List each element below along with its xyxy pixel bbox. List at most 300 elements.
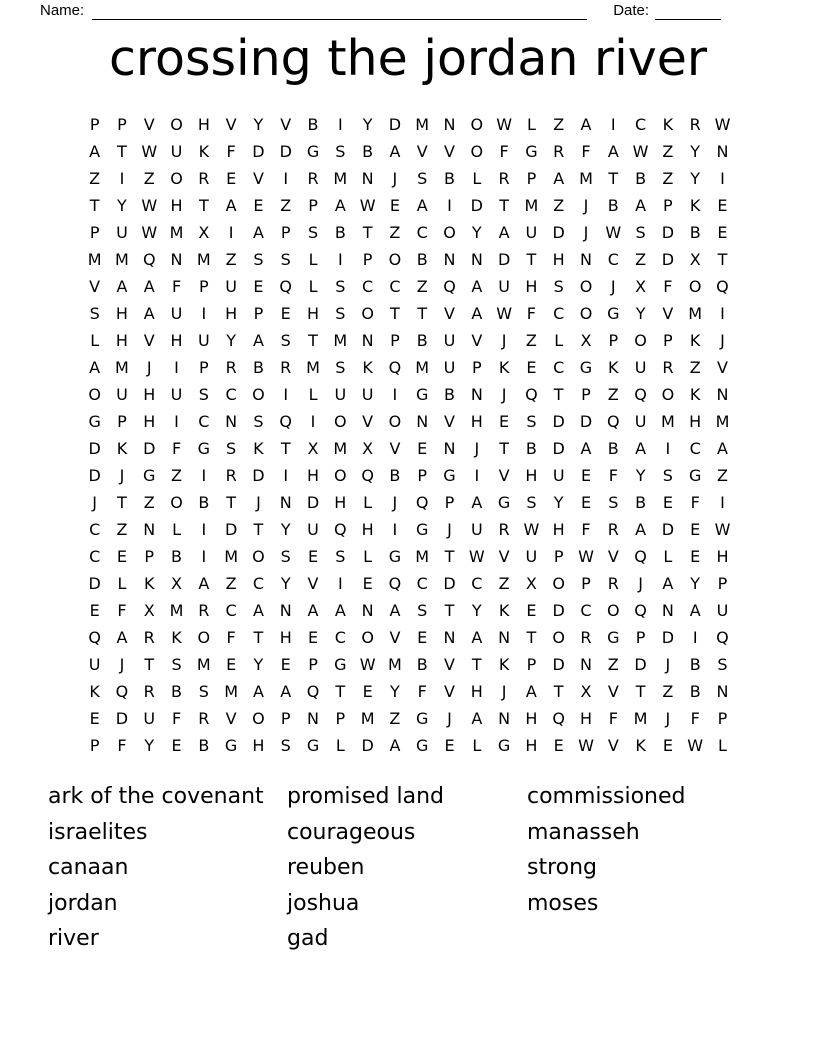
grid-cell: S <box>280 546 291 566</box>
grid-cell: Z <box>553 195 565 215</box>
grid-cell: T <box>308 330 318 350</box>
grid-cell: E <box>253 276 264 296</box>
grid-cell: J <box>720 330 725 350</box>
grid-cell: T <box>635 681 646 701</box>
grid-cell: A <box>498 222 510 242</box>
word-item: ark of the covenant <box>48 784 264 809</box>
grid-cell: V <box>444 681 455 701</box>
grid-cell: G <box>88 411 101 431</box>
grid-cell: T <box>444 600 455 620</box>
grid-cell: Z <box>280 195 292 215</box>
grid-cell: T <box>417 303 428 323</box>
grid-cell: R <box>607 573 619 593</box>
grid-cell: U <box>716 600 729 620</box>
grid-cell: Y <box>390 681 400 701</box>
grid-cell: Y <box>253 114 264 134</box>
grid-cell: E <box>89 600 100 620</box>
grid-cell: A <box>252 681 264 701</box>
grid-cell: M <box>306 357 320 377</box>
grid-cell: R <box>225 357 237 377</box>
grid-cell: A <box>416 195 428 215</box>
grid-cell: Y <box>690 168 701 188</box>
grid-cell: P <box>308 654 318 674</box>
grid-cell: W <box>141 195 158 215</box>
grid-cell: F <box>117 600 127 620</box>
grid-cell: I <box>720 492 725 512</box>
grid-cell: D <box>143 438 156 458</box>
grid-cell: Q <box>716 276 729 296</box>
grid-cell: K <box>143 573 155 593</box>
grid-cell: N <box>279 600 292 620</box>
grid-cell: N <box>361 330 374 350</box>
grid-cell: V <box>89 276 101 296</box>
grid-cell: D <box>88 438 101 458</box>
grid-cell: D <box>252 141 265 161</box>
grid-cell: C <box>553 303 565 323</box>
grid-cell: R <box>307 168 319 188</box>
grid-cell: P <box>663 195 673 215</box>
grid-cell: O <box>388 411 402 431</box>
grid-cell: K <box>362 357 373 377</box>
grid-cell: C <box>334 627 346 647</box>
grid-cell: W <box>468 546 485 566</box>
grid-cell: M <box>169 600 184 620</box>
grid-cell: E <box>690 519 701 539</box>
grid-cell: A <box>143 303 155 323</box>
grid-cell: Q <box>388 357 402 377</box>
grid-cell: K <box>171 627 182 647</box>
grid-cell: B <box>444 384 455 404</box>
grid-cell: I <box>392 519 398 539</box>
grid-cell: D <box>634 654 647 674</box>
grid-cell: M <box>196 249 211 269</box>
grid-cell: C <box>553 357 565 377</box>
grid-cell: O <box>252 546 265 566</box>
grid-cell: U <box>634 411 647 431</box>
grid-cell: D <box>388 114 402 134</box>
grid-cell: Z <box>171 465 183 485</box>
grid-cell: V <box>225 708 237 728</box>
grid-cell: G <box>416 384 429 404</box>
grid-cell: J <box>447 519 452 539</box>
grid-cell: V <box>416 141 428 161</box>
grid-cell: U <box>525 546 538 566</box>
grid-cell: M <box>224 681 239 701</box>
grid-cell: I <box>283 465 289 485</box>
grid-cell: G <box>497 492 511 512</box>
grid-cell: I <box>337 249 343 269</box>
grid-cell: M <box>633 708 648 728</box>
grid-cell: R <box>143 627 155 647</box>
word-item: reuben <box>287 855 365 881</box>
grid-cell: E <box>253 195 264 215</box>
grid-cell: P <box>717 573 728 593</box>
grid-cell: D <box>224 519 238 539</box>
grid-cell: H <box>579 708 592 728</box>
grid-cell: F <box>608 465 618 485</box>
grid-cell: N <box>716 681 729 701</box>
word-item: commissioned <box>527 784 686 809</box>
grid-cell: U <box>470 519 483 539</box>
grid-cell: E <box>226 168 237 188</box>
grid-cell: K <box>635 735 646 755</box>
grid-cell: Y <box>635 303 646 323</box>
grid-cell: V <box>143 330 155 350</box>
grid-cell: Y <box>144 735 155 755</box>
grid-cell: E <box>580 465 592 485</box>
grid-cell: H <box>525 735 538 755</box>
grid-cell: T <box>390 303 400 323</box>
grid-cell: J <box>256 492 261 512</box>
grid-cell: A <box>252 600 264 620</box>
grid-cell: V <box>252 168 264 188</box>
word-column-1 <box>48 779 264 957</box>
grid-cell: L <box>718 735 727 755</box>
grid-cell: U <box>116 222 128 242</box>
grid-cell: W <box>359 654 376 674</box>
grid-cell: B <box>525 438 537 458</box>
grid-cell: S <box>662 465 673 485</box>
grid-cell: D <box>306 492 320 512</box>
grid-cell: Y <box>635 465 646 485</box>
grid-cell: L <box>526 114 536 134</box>
grid-cell: O <box>170 492 183 512</box>
grid-cell: T <box>335 681 346 701</box>
grid-cell: K <box>116 438 128 458</box>
grid-cell: T <box>226 492 237 512</box>
grid-cell: H <box>361 519 374 539</box>
grid-cell: Z <box>689 357 701 377</box>
grid-cell: A <box>89 357 101 377</box>
grid-cell: L <box>308 249 318 269</box>
grid-cell: D <box>361 735 374 755</box>
grid-cell: T <box>526 627 537 647</box>
grid-cell: T <box>499 195 509 215</box>
grid-cell: O <box>334 465 347 485</box>
grid-cell: H <box>143 411 156 431</box>
grid-cell: I <box>283 168 289 188</box>
worksheet-header <box>40 2 740 20</box>
grid-cell: H <box>115 330 128 350</box>
grid-cell: M <box>715 411 730 431</box>
grid-cell: E <box>280 303 291 323</box>
grid-cell: X <box>143 600 155 620</box>
grid-cell: F <box>417 681 427 701</box>
grid-cell: B <box>635 168 647 188</box>
grid-cell: P <box>308 195 318 215</box>
grid-cell: P <box>117 114 127 134</box>
grid-cell: P <box>553 546 564 566</box>
grid-cell: B <box>252 357 264 377</box>
grid-cell: N <box>716 141 729 161</box>
word-item: courageous <box>287 819 416 845</box>
grid-cell: G <box>497 735 511 755</box>
grid-cell: F <box>581 141 591 161</box>
grid-cell: R <box>498 168 510 188</box>
grid-cell: Q <box>415 492 429 512</box>
grid-cell: J <box>501 384 507 404</box>
grid-cell: S <box>417 168 428 188</box>
grid-cell: M <box>579 168 593 188</box>
grid-cell: M <box>415 546 430 566</box>
grid-cell: I <box>392 384 398 404</box>
grid-cell: Y <box>226 330 237 350</box>
grid-cell: U <box>361 384 374 404</box>
grid-cell: S <box>280 249 291 269</box>
grid-cell: F <box>608 708 618 728</box>
grid-cell: A <box>689 600 701 620</box>
grid-cell: C <box>580 600 592 620</box>
grid-cell: G <box>443 465 456 485</box>
grid-cell: F <box>663 276 673 296</box>
grid-cell: N <box>470 384 483 404</box>
grid-cell: H <box>197 114 210 134</box>
grid-cell: C <box>416 222 428 242</box>
grid-cell: N <box>170 249 183 269</box>
grid-cell: H <box>252 735 265 755</box>
grid-cell: L <box>663 546 673 566</box>
grid-cell: N <box>443 627 456 647</box>
grid-cell: V <box>444 654 455 674</box>
grid-cell: S <box>280 735 291 755</box>
grid-cell: T <box>144 654 155 674</box>
grid-cell: F <box>690 708 700 728</box>
grid-cell: J <box>638 573 643 593</box>
grid-cell: I <box>174 411 179 431</box>
grid-cell: M <box>524 195 539 215</box>
grid-cell: P <box>280 708 291 728</box>
grid-cell: U <box>498 276 510 296</box>
grid-cell: P <box>89 114 100 134</box>
grid-cell: U <box>170 141 183 161</box>
grid-cell: V <box>225 114 237 134</box>
grid-cell: A <box>389 141 401 161</box>
grid-cell: G <box>688 465 702 485</box>
grid-cell: P <box>335 708 346 728</box>
grid-cell: A <box>252 330 264 350</box>
grid-cell: O <box>688 276 702 296</box>
grid-cell: P <box>199 276 209 296</box>
grid-cell: Z <box>389 222 401 242</box>
grid-cell: I <box>720 168 725 188</box>
grid-cell: A <box>607 141 619 161</box>
grid-cell: N <box>661 600 674 620</box>
grid-cell: M <box>415 357 430 377</box>
grid-cell: N <box>716 384 729 404</box>
grid-cell: U <box>334 384 347 404</box>
grid-cell: I <box>283 384 289 404</box>
grid-cell: J <box>146 357 152 377</box>
grid-cell: D <box>470 195 483 215</box>
grid-cell: K <box>498 357 510 377</box>
grid-cell: D <box>661 627 675 647</box>
grid-cell: D <box>661 519 675 539</box>
grid-cell: S <box>526 411 537 431</box>
grid-cell: H <box>170 330 183 350</box>
grid-cell: U <box>225 276 237 296</box>
grid-cell: E <box>526 600 537 620</box>
grid-cell: I <box>337 573 343 593</box>
grid-cell: D <box>88 465 101 485</box>
grid-cell: W <box>605 222 622 242</box>
grid-cell: F <box>226 627 236 647</box>
grid-cell: C <box>689 438 701 458</box>
grid-cell: X <box>362 438 374 458</box>
grid-cell: H <box>689 411 702 431</box>
grid-cell: B <box>171 546 183 566</box>
grid-cell: I <box>201 519 207 539</box>
grid-cell: Q <box>279 276 293 296</box>
grid-cell: B <box>444 168 455 188</box>
grid-cell: E <box>417 627 428 647</box>
grid-cell: F <box>499 141 509 161</box>
grid-cell: V <box>389 627 401 647</box>
grid-cell: Q <box>606 411 620 431</box>
grid-cell: W <box>496 303 513 323</box>
grid-cell: K <box>689 384 701 404</box>
grid-cell: X <box>307 438 319 458</box>
grid-cell: Q <box>279 411 293 431</box>
grid-cell: G <box>388 546 402 566</box>
grid-cell: J <box>501 330 507 350</box>
grid-cell: M <box>360 708 375 728</box>
grid-cell: D <box>661 249 675 269</box>
grid-cell: G <box>416 735 429 755</box>
grid-cell: D <box>279 141 292 161</box>
grid-cell: I <box>610 114 616 134</box>
grid-cell: N <box>143 519 156 539</box>
grid-cell: G <box>416 708 429 728</box>
grid-cell: E <box>717 195 728 215</box>
grid-cell: A <box>143 276 155 296</box>
grid-cell: R <box>553 141 565 161</box>
grid-cell: V <box>444 303 455 323</box>
grid-cell: P <box>581 573 591 593</box>
grid-cell: B <box>607 195 619 215</box>
grid-cell: M <box>415 114 430 134</box>
grid-cell: V <box>498 465 510 485</box>
grid-cell: U <box>552 465 565 485</box>
grid-cell: J <box>501 681 507 701</box>
grid-cell: M <box>224 546 239 566</box>
grid-cell: K <box>498 600 510 620</box>
grid-cell: T <box>471 654 482 674</box>
grid-cell: W <box>578 735 594 755</box>
word-column-2 <box>287 779 444 957</box>
grid-cell: P <box>526 654 537 674</box>
grid-cell: O <box>470 114 484 134</box>
grid-cell: N <box>470 249 483 269</box>
grid-cell: S <box>335 141 346 161</box>
grid-cell: Z <box>143 168 155 188</box>
grid-cell: R <box>198 708 210 728</box>
grid-cell: C <box>252 573 265 593</box>
letter-grid <box>81 111 736 759</box>
grid-cell: P <box>526 168 537 188</box>
grid-cell: I <box>119 168 125 188</box>
word-item: strong <box>527 855 598 881</box>
grid-cell: I <box>201 546 207 566</box>
grid-cell: A <box>334 195 346 215</box>
grid-cell: E <box>89 708 100 728</box>
grid-cell: V <box>498 546 510 566</box>
grid-cell: S <box>635 222 646 242</box>
grid-cell: O <box>606 600 620 620</box>
grid-cell: G <box>525 141 538 161</box>
grid-cell: W <box>141 141 158 161</box>
grid-cell: P <box>89 222 100 242</box>
grid-cell: L <box>472 168 482 188</box>
grid-cell: S <box>553 276 564 296</box>
grid-cell: N <box>307 708 319 728</box>
grid-cell: C <box>471 573 483 593</box>
grid-cell: Z <box>116 519 128 539</box>
grid-cell: H <box>525 465 538 485</box>
grid-cell: V <box>607 546 619 566</box>
grid-cell: C <box>416 573 428 593</box>
grid-cell: Q <box>361 465 374 485</box>
grid-cell: A <box>635 438 647 458</box>
grid-cell: V <box>607 681 619 701</box>
grid-cell: B <box>171 681 183 701</box>
grid-cell: I <box>310 411 316 431</box>
grid-cell: Q <box>552 708 565 728</box>
grid-cell: O <box>197 627 211 647</box>
grid-cell: Z <box>225 573 237 593</box>
grid-cell: U <box>197 330 210 350</box>
grid-cell: O <box>252 384 265 404</box>
grid-cell: B <box>389 465 401 485</box>
grid-cell: F <box>117 735 127 755</box>
grid-cell: A <box>471 627 483 647</box>
grid-cell: J <box>665 654 671 674</box>
grid-cell: H <box>525 708 538 728</box>
grid-cell: S <box>226 438 237 458</box>
grid-cell: F <box>526 303 536 323</box>
grid-cell: T <box>117 141 127 161</box>
grid-cell: M <box>660 411 675 431</box>
grid-cell: V <box>143 114 155 134</box>
grid-cell: B <box>607 438 619 458</box>
grid-cell: Y <box>690 141 701 161</box>
grid-cell: E <box>553 735 564 755</box>
grid-cell: U <box>307 519 319 539</box>
grid-cell: H <box>334 492 347 512</box>
grid-cell: M <box>87 249 102 269</box>
grid-cell: T <box>280 438 291 458</box>
grid-cell: C <box>225 384 237 404</box>
grid-cell: A <box>225 195 237 215</box>
grid-cell: Y <box>471 600 482 620</box>
grid-cell: P <box>608 330 619 350</box>
grid-cell: K <box>662 114 674 134</box>
word-item: manasseh <box>527 819 640 845</box>
grid-cell: K <box>689 330 701 350</box>
grid-cell: F <box>581 519 591 539</box>
grid-cell: M <box>688 303 703 323</box>
grid-cell: C <box>635 114 647 134</box>
grid-cell: S <box>608 492 619 512</box>
grid-cell: G <box>416 519 429 539</box>
grid-cell: W <box>141 222 158 242</box>
grid-cell: U <box>634 357 647 377</box>
grid-cell: A <box>717 438 728 458</box>
grid-cell: J <box>119 465 125 485</box>
grid-cell: B <box>198 492 210 512</box>
grid-cell: B <box>635 492 647 512</box>
grid-cell: Y <box>117 195 127 215</box>
grid-cell: I <box>228 222 234 242</box>
